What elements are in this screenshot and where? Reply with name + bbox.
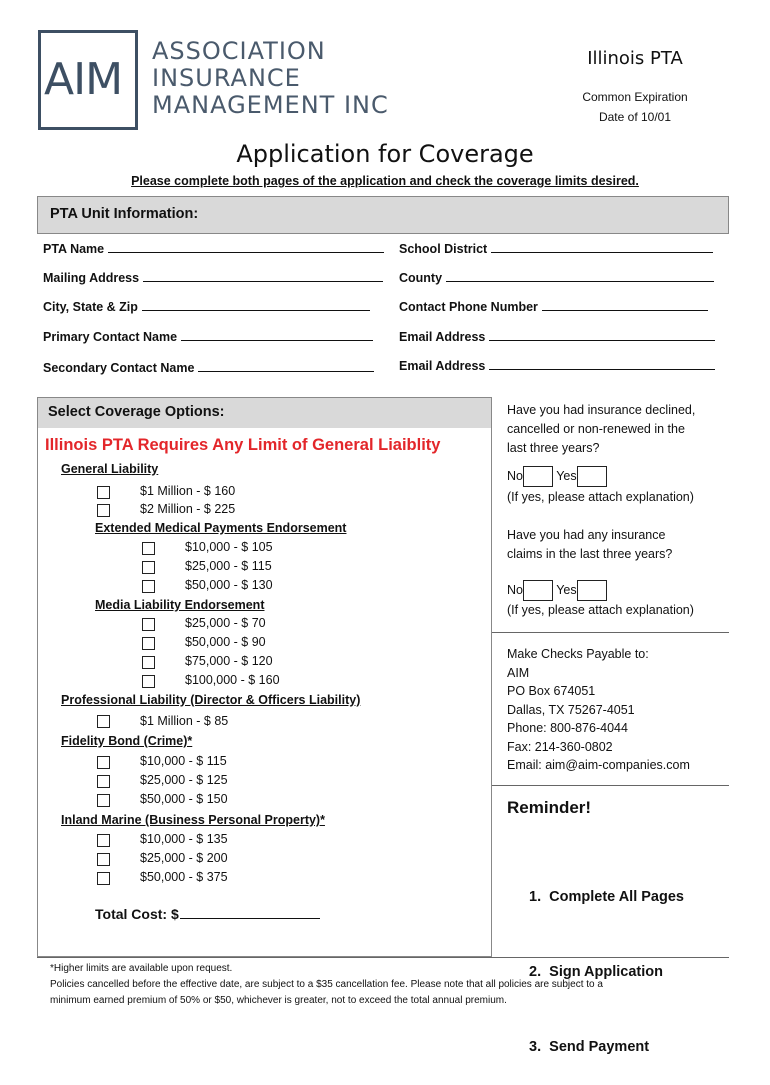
q1-yes-no: No Yes <box>507 466 607 487</box>
gl-1m-label: $1 Million - $ 160 <box>140 484 236 498</box>
q1-explain: (If yes, please attach explanation) <box>507 490 694 504</box>
q2-yes-no: No Yes <box>507 580 607 601</box>
coverage-heading: Select Coverage Options: <box>48 404 225 420</box>
school-district-field[interactable]: School District <box>399 240 713 256</box>
question-claims: Have you had any insurance claims in the last three years? <box>507 528 673 561</box>
primary-contact-line[interactable] <box>181 328 373 341</box>
email-address-1-field[interactable]: Email Address <box>399 328 715 344</box>
q2-no-box[interactable] <box>523 580 553 601</box>
q1-yes-box[interactable] <box>577 466 607 487</box>
email-address-2-field[interactable]: Email Address <box>399 357 715 373</box>
fid-25k-checkbox[interactable] <box>97 775 110 788</box>
media-75k-label: $75,000 - $ 120 <box>185 654 273 668</box>
media-75k-checkbox[interactable] <box>142 656 155 669</box>
fid-25k-label: $25,000 - $ 125 <box>140 773 228 787</box>
footer-note-3: minimum earned premium of 50% or $50, whichever is greater, not to exceed the total annual premium. <box>50 995 507 1006</box>
med-10k-checkbox[interactable] <box>142 542 155 555</box>
media-50k-label: $50,000 - $ 90 <box>185 635 266 649</box>
expiration-line-1: Common Expiration <box>582 90 688 104</box>
prof-1m-label: $1 Million - $ 85 <box>140 714 229 728</box>
footer-note-2: Policies cancelled before the effective date, are subject to a $35 cancellation fee. Please note that all policies are subject to a <box>50 979 603 990</box>
im-25k-checkbox[interactable] <box>97 853 110 866</box>
q2-explain: (If yes, please attach explanation) <box>507 603 694 617</box>
reminder-heading: Reminder! <box>507 798 592 817</box>
professional-heading: Professional Liability (Director & Officers Liability) <box>61 693 361 707</box>
footer-divider <box>37 957 729 958</box>
logo-company-name: ASSOCIATION INSURANCE MANAGEMENT INC <box>152 37 389 119</box>
gl-1m-checkbox[interactable] <box>97 486 110 499</box>
med-pay-heading: Extended Medical Payments Endorsement <box>95 521 347 535</box>
pta-name-field[interactable]: PTA Name <box>43 240 384 256</box>
question-declined: Have you had insurance declined, cancelled or non-renewed in the last three years? <box>507 403 696 455</box>
contact-phone-line[interactable] <box>542 298 708 311</box>
med-10k-label: $10,000 - $ 105 <box>185 540 273 554</box>
im-25k-label: $25,000 - $ 200 <box>140 851 228 865</box>
page-title: Application for Coverage <box>236 140 534 168</box>
secondary-contact-line[interactable] <box>198 359 374 372</box>
footer-note-1: *Higher limits are available upon request. <box>50 963 233 974</box>
city-state-zip-line[interactable] <box>142 298 370 311</box>
fid-10k-checkbox[interactable] <box>97 756 110 769</box>
email-address-2-line[interactable] <box>489 357 715 370</box>
media-heading: Media Liability Endorsement <box>95 598 265 612</box>
media-25k-label: $25,000 - $ 70 <box>185 616 266 630</box>
general-liability-heading: General Liability <box>61 462 159 476</box>
fid-50k-label: $50,000 - $ 150 <box>140 792 228 806</box>
im-10k-checkbox[interactable] <box>97 834 110 847</box>
org-name: Illinois PTA <box>587 48 683 69</box>
media-100k-label: $100,000 - $ 160 <box>185 673 280 687</box>
page-subtitle: Please complete both pages of the application and check the coverage limits desired. <box>131 174 639 188</box>
fid-50k-checkbox[interactable] <box>97 794 110 807</box>
divider-questions <box>492 632 729 633</box>
reminder-list <box>529 835 684 1085</box>
mailing-address-field[interactable]: Mailing Address <box>43 269 383 285</box>
secondary-contact-field[interactable]: Secondary Contact Name <box>43 359 374 375</box>
county-field[interactable]: County <box>399 269 714 285</box>
q2-yes-box[interactable] <box>577 580 607 601</box>
divider-payment <box>492 785 729 786</box>
unit-info-heading: PTA Unit Information: <box>50 206 199 222</box>
im-10k-label: $10,000 - $ 135 <box>140 832 228 846</box>
mailing-address-line[interactable] <box>143 269 383 282</box>
inland-marine-heading: Inland Marine (Business Personal Property)* <box>61 813 325 827</box>
total-cost-field[interactable]: Total Cost: $ <box>95 906 320 922</box>
contact-phone-field[interactable]: Contact Phone Number <box>399 298 708 314</box>
media-25k-checkbox[interactable] <box>142 618 155 631</box>
county-line[interactable] <box>446 269 714 282</box>
media-50k-checkbox[interactable] <box>142 637 155 650</box>
pta-name-line[interactable] <box>108 240 384 253</box>
primary-contact-field[interactable]: Primary Contact Name <box>43 328 373 344</box>
gl-2m-checkbox[interactable] <box>97 504 110 517</box>
fid-10k-label: $10,000 - $ 115 <box>140 754 227 768</box>
med-50k-label: $50,000 - $ 130 <box>185 578 273 592</box>
requirement-notice: Illinois PTA Requires Any Limit of General Liaiblity <box>45 436 441 454</box>
med-50k-checkbox[interactable] <box>142 580 155 593</box>
school-district-line[interactable] <box>491 240 713 253</box>
med-25k-checkbox[interactable] <box>142 561 155 574</box>
city-state-zip-field[interactable]: City, State & Zip <box>43 298 370 314</box>
gl-2m-label: $2 Million - $ 225 <box>140 502 236 516</box>
reminder-item: 1. Complete All Pages <box>529 889 684 905</box>
payment-info: Make Checks Payable to: AIM PO Box 674051 Dallas, TX 75267-4051 Phone: 800-876-4044 Fax: 214-360-0802 Email: aim@aim-companies.com <box>507 647 690 772</box>
media-100k-checkbox[interactable] <box>142 675 155 688</box>
logo-mark: AIM <box>44 54 123 105</box>
im-50k-checkbox[interactable] <box>97 872 110 885</box>
email-address-1-line[interactable] <box>489 328 715 341</box>
reminder-item: 3. Send Payment <box>529 1039 650 1055</box>
im-50k-label: $50,000 - $ 375 <box>140 870 228 884</box>
total-cost-line[interactable] <box>180 906 320 919</box>
prof-1m-checkbox[interactable] <box>97 715 110 728</box>
reminder-item: 2. Sign Application <box>529 964 663 980</box>
fidelity-heading: Fidelity Bond (Crime)* <box>61 734 193 748</box>
expiration-line-2: Date of 10/01 <box>598 110 672 124</box>
med-25k-label: $25,000 - $ 115 <box>185 559 272 573</box>
q1-no-box[interactable] <box>523 466 553 487</box>
